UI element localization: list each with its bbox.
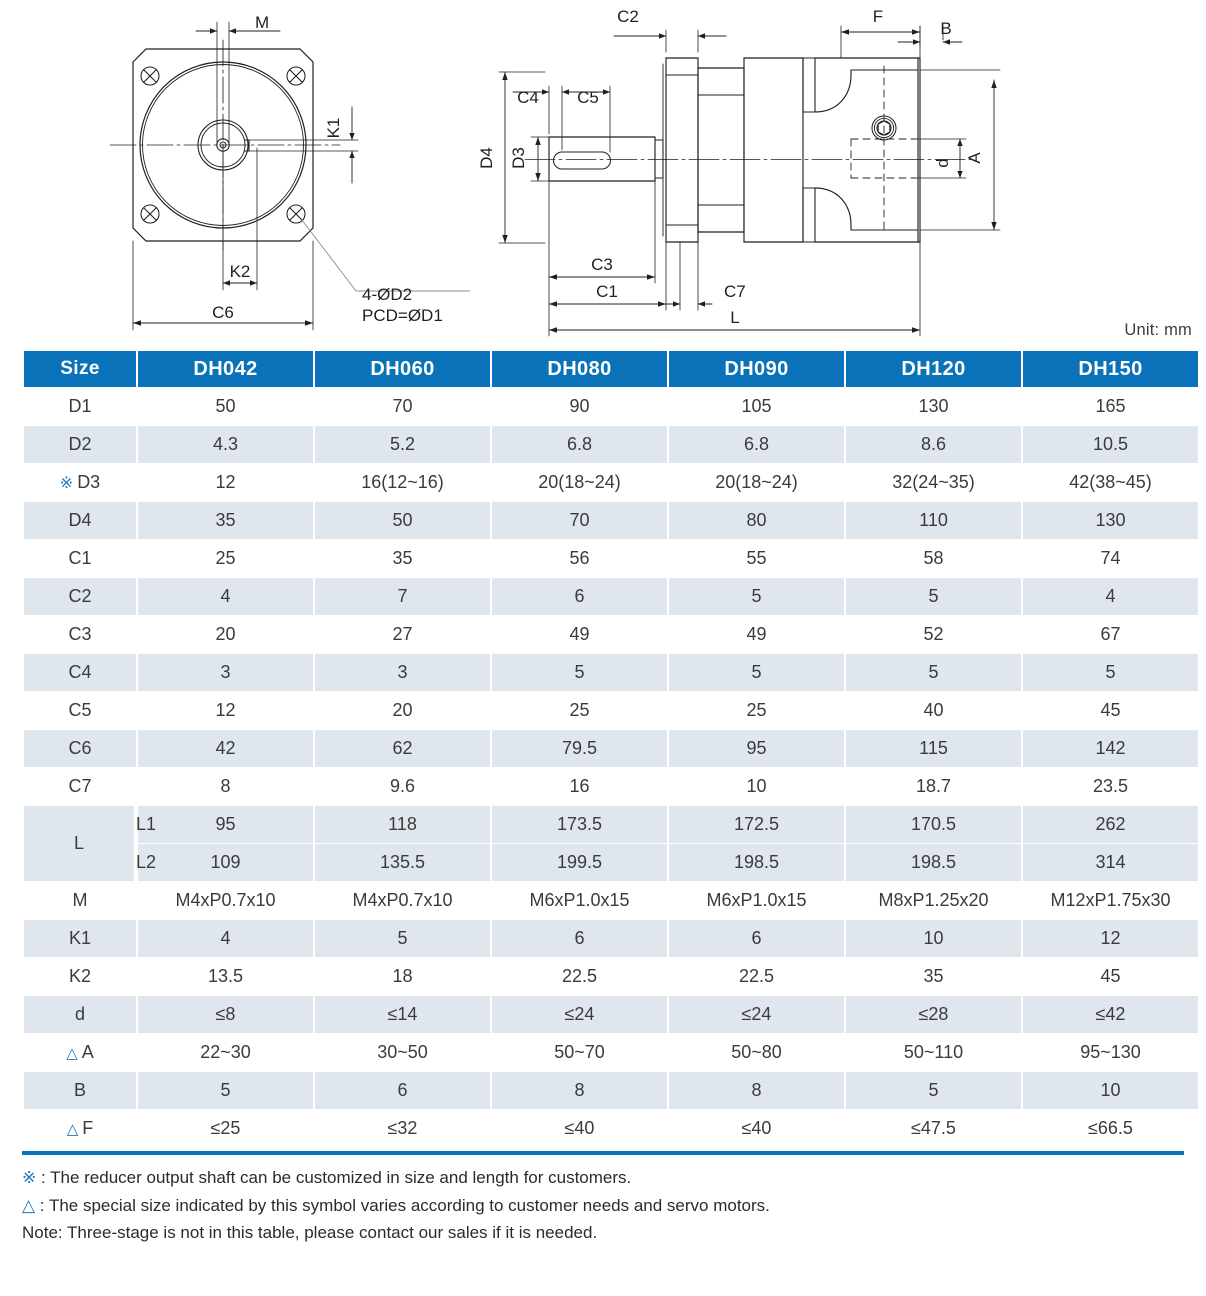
table-cell: 10: [669, 768, 844, 805]
table-cell: 22~30: [138, 1034, 313, 1071]
table-cell: 12: [1023, 920, 1198, 957]
table-cell: 118: [315, 806, 490, 843]
table-cell: ≤14: [315, 996, 490, 1033]
table-cell: 5: [1023, 654, 1198, 691]
table-cell: 8.6: [846, 426, 1021, 463]
table-row: [24, 388, 1198, 425]
table-cell: 74: [1023, 540, 1198, 577]
row-label-text: d: [74, 1004, 85, 1024]
table-cell: 20(18~24): [669, 464, 844, 501]
table-cell: 20: [138, 616, 313, 653]
dim-label-m: M: [255, 13, 270, 32]
table-cell: 12: [138, 692, 313, 729]
table-cell: M12xP1.75x30: [1023, 882, 1198, 919]
table-cell: 135.5: [315, 844, 490, 881]
footnote-asterisk-text: : The reducer output shaft can be customized in size and length for customers.: [36, 1168, 632, 1187]
column-header-dh120: DH120: [846, 351, 1021, 387]
footnote-triangle: [22, 1192, 1184, 1220]
table-cell: 4: [138, 920, 313, 957]
row-label-text: K1: [68, 928, 92, 948]
row-label-d3: [24, 464, 136, 501]
front-view-drawing: [110, 22, 470, 330]
table-cell: 22.5: [492, 958, 667, 995]
row-label-text: C5: [68, 700, 92, 720]
table-row: [24, 616, 1198, 653]
table-cell: 55: [669, 540, 844, 577]
row-label-f: [24, 1110, 136, 1147]
table-cell: 10: [846, 920, 1021, 957]
specification-table: [22, 350, 1200, 1148]
table-cell: 50: [138, 388, 313, 425]
table-cell: 3: [315, 654, 490, 691]
table-row: [24, 730, 1198, 767]
table-row: [24, 882, 1198, 919]
table-row: [24, 768, 1198, 805]
table-cell: 40: [846, 692, 1021, 729]
table-cell: 7: [315, 578, 490, 615]
row-label-text: D3: [77, 472, 101, 492]
dim-label-c3: C3: [591, 255, 613, 274]
row-label-k1: [24, 920, 136, 957]
table-cell: 198.5: [669, 844, 844, 881]
table-row: [24, 806, 1198, 843]
table-cell: 56: [492, 540, 667, 577]
table-cell: 42: [138, 730, 313, 767]
table-cell: 90: [492, 388, 667, 425]
specification-table-container: [22, 350, 1184, 1155]
table-cell: 115: [846, 730, 1021, 767]
row-mark-icon: ※: [59, 475, 74, 492]
dim-label-c2: C2: [617, 7, 639, 26]
table-cell: 42(38~45): [1023, 464, 1198, 501]
row-mark-icon: △: [66, 1121, 79, 1138]
table-cell: 3: [138, 654, 313, 691]
row-label-text: C1: [68, 548, 92, 568]
table-body: [24, 388, 1198, 1147]
table-cell: 314: [1023, 844, 1198, 881]
column-header-dh042: DH042: [138, 351, 313, 387]
table-cell: 95~130: [1023, 1034, 1198, 1071]
table-cell: 4.3: [138, 426, 313, 463]
table-row: [24, 578, 1198, 615]
table-cell: 10.5: [1023, 426, 1198, 463]
table-cell: 49: [492, 616, 667, 653]
table-cell: 25: [138, 540, 313, 577]
table-cell: 13.5: [138, 958, 313, 995]
row-label-text: C7: [68, 776, 92, 796]
table-row: [24, 464, 1198, 501]
table-cell: ≤32: [315, 1110, 490, 1147]
table-bottom-rule: [22, 1151, 1184, 1155]
row-label-text: A: [81, 1042, 94, 1062]
footnote-asterisk: [22, 1164, 1184, 1192]
row-label-text: L: [73, 833, 84, 853]
table-header-row: [24, 351, 1198, 387]
row-label-text: M: [72, 890, 88, 910]
table-cell: 95: [669, 730, 844, 767]
callout-bolt-holes-line1: 4-ØD2: [362, 285, 413, 304]
row-label-c3: [24, 616, 136, 653]
table-cell: 80: [669, 502, 844, 539]
column-header-dh060: DH060: [315, 351, 490, 387]
dim-label-d4: D4: [477, 147, 496, 169]
asterisk-symbol-icon: ※: [22, 1168, 37, 1187]
table-cell: 165: [1023, 388, 1198, 425]
row-label-text: C3: [68, 624, 92, 644]
row-label-c6: [24, 730, 136, 767]
table-cell: 49: [669, 616, 844, 653]
table-row: [24, 1034, 1198, 1071]
table-row: [24, 1110, 1198, 1147]
row-label-k2: [24, 958, 136, 995]
table-cell: 4: [1023, 578, 1198, 615]
table-cell: 5: [315, 920, 490, 957]
table-cell: 50~110: [846, 1034, 1021, 1071]
table-cell: 173.5: [492, 806, 667, 843]
table-cell: 8: [669, 1072, 844, 1109]
row-label-l: [24, 806, 134, 881]
table-cell: 9.6: [315, 768, 490, 805]
row-label-text: L2: [136, 852, 157, 872]
table-cell: 32(24~35): [846, 464, 1021, 501]
table-cell: 20: [315, 692, 490, 729]
table-cell: ≤28: [846, 996, 1021, 1033]
dim-label-d3: D3: [509, 147, 528, 169]
table-cell: ≤40: [669, 1110, 844, 1147]
table-cell: 105: [669, 388, 844, 425]
dim-label-c6: C6: [212, 303, 234, 322]
table-cell: M6xP1.0x15: [492, 882, 667, 919]
table-cell: 35: [315, 540, 490, 577]
row-label-text: C2: [68, 586, 92, 606]
table-cell: 6: [669, 920, 844, 957]
row-label-text: D4: [68, 510, 92, 530]
table-row: [24, 958, 1198, 995]
table-cell: 95: [138, 806, 313, 843]
table-cell: M4xP0.7x10: [138, 882, 313, 919]
dim-label-c7: C7: [724, 282, 746, 301]
table-cell: 35: [138, 502, 313, 539]
dim-label-k1: K1: [324, 117, 343, 139]
row-label-c5: [24, 692, 136, 729]
row-label-m: [24, 882, 136, 919]
table-cell: 6: [315, 1072, 490, 1109]
table-cell: 10: [1023, 1072, 1198, 1109]
footnote-note-text: Note: Three-stage is not in this table, please contact our sales if it is needed.: [22, 1223, 598, 1243]
table-row: [24, 692, 1198, 729]
dim-label-l: L: [730, 308, 740, 327]
table-cell: ≤66.5: [1023, 1110, 1198, 1147]
table-row: [24, 654, 1198, 691]
table-cell: 67: [1023, 616, 1198, 653]
table-cell: 70: [492, 502, 667, 539]
table-cell: 18.7: [846, 768, 1021, 805]
table-cell: 5: [846, 654, 1021, 691]
table-cell: 262: [1023, 806, 1198, 843]
table-row: [24, 502, 1198, 539]
table-cell: 5: [846, 578, 1021, 615]
table-cell: ≤25: [138, 1110, 313, 1147]
table-cell: 170.5: [846, 806, 1021, 843]
table-cell: 35: [846, 958, 1021, 995]
table-cell: 5: [669, 578, 844, 615]
table-cell: 16: [492, 768, 667, 805]
table-row: [24, 844, 1198, 881]
table-cell: 12: [138, 464, 313, 501]
column-header-dh150: DH150: [1023, 351, 1198, 387]
table-cell: 8: [492, 1072, 667, 1109]
dim-label-c4: C4: [517, 88, 539, 107]
table-cell: 79.5: [492, 730, 667, 767]
table-row: [24, 996, 1198, 1033]
row-mark-icon: △: [66, 1045, 78, 1062]
side-view-drawing: [499, 26, 1000, 336]
table-cell: 199.5: [492, 844, 667, 881]
table-cell: 25: [492, 692, 667, 729]
table-cell: 5.2: [315, 426, 490, 463]
table-cell: M6xP1.0x15: [669, 882, 844, 919]
table-cell: 52: [846, 616, 1021, 653]
dim-label-f: F: [872, 7, 884, 26]
drawing-canvas: [0, 0, 1206, 350]
table-cell: 109: [138, 844, 313, 881]
row-label-d1: [24, 388, 136, 425]
table-cell: 172.5: [669, 806, 844, 843]
table-cell: 130: [846, 388, 1021, 425]
table-cell: 8: [138, 768, 313, 805]
table-cell: ≤8: [138, 996, 313, 1033]
dim-label-b: B: [940, 19, 952, 38]
table-cell: 50: [315, 502, 490, 539]
row-label-text: B: [73, 1080, 86, 1100]
table-cell: 5: [669, 654, 844, 691]
column-header-size: Size: [24, 351, 136, 387]
table-cell: 22.5: [669, 958, 844, 995]
technical-drawings: [0, 0, 1206, 350]
footnotes: [22, 1164, 1184, 1247]
row-label-d: [24, 996, 136, 1033]
row-label-c7: [24, 768, 136, 805]
table-cell: 70: [315, 388, 490, 425]
table-cell: 50~70: [492, 1034, 667, 1071]
table-cell: 58: [846, 540, 1021, 577]
table-cell: 6: [492, 920, 667, 957]
row-label-c2: [24, 578, 136, 615]
table-cell: ≤40: [492, 1110, 667, 1147]
unit-note: Unit: mm: [1124, 321, 1192, 339]
row-label-text: C4: [68, 662, 92, 682]
row-label-text: C6: [68, 738, 92, 758]
table-cell: ≤24: [669, 996, 844, 1033]
table-cell: 110: [846, 502, 1021, 539]
table-cell: 20(18~24): [492, 464, 667, 501]
table-cell: 16(12~16): [315, 464, 490, 501]
column-header-dh090: DH090: [669, 351, 844, 387]
table-cell: 5: [846, 1072, 1021, 1109]
dim-label-d: d: [933, 158, 952, 168]
row-label-c4: [24, 654, 136, 691]
table-cell: 45: [1023, 692, 1198, 729]
row-label-b: [24, 1072, 136, 1109]
table-cell: ≤42: [1023, 996, 1198, 1033]
table-cell: 18: [315, 958, 490, 995]
row-label-d2: [24, 426, 136, 463]
table-cell: 25: [669, 692, 844, 729]
table-cell: M8xP1.25x20: [846, 882, 1021, 919]
table-cell: 23.5: [1023, 768, 1198, 805]
dim-label-k2: K2: [229, 262, 251, 281]
row-label-c1: [24, 540, 136, 577]
row-label-text: F: [82, 1118, 94, 1138]
table-cell: 30~50: [315, 1034, 490, 1071]
table-cell: 6.8: [492, 426, 667, 463]
table-cell: 5: [492, 654, 667, 691]
row-label-text: D1: [68, 396, 92, 416]
triangle-symbol-icon: △: [22, 1195, 36, 1215]
table-cell: 130: [1023, 502, 1198, 539]
row-label-a: [24, 1034, 136, 1071]
table-cell: 45: [1023, 958, 1198, 995]
table-cell: M4xP0.7x10: [315, 882, 490, 919]
table-cell: 5: [138, 1072, 313, 1109]
callout-bolt-holes-line2: PCD=ØD1: [362, 306, 443, 325]
table-cell: ≤24: [492, 996, 667, 1033]
table-row: [24, 1072, 1198, 1109]
table-row: [24, 426, 1198, 463]
table-cell: 62: [315, 730, 490, 767]
dim-label-c5: C5: [577, 88, 599, 107]
dim-label-a: A: [965, 152, 984, 164]
table-cell: 6.8: [669, 426, 844, 463]
table-cell: 6: [492, 578, 667, 615]
footnote-triangle-text: : The special size indicated by this symbol varies according to customer needs and servo motors.: [35, 1195, 770, 1215]
row-label-d4: [24, 502, 136, 539]
row-label-text: D2: [68, 434, 92, 454]
table-cell: 27: [315, 616, 490, 653]
table-row: [24, 920, 1198, 957]
table-cell: ≤47.5: [846, 1110, 1021, 1147]
table-cell: 198.5: [846, 844, 1021, 881]
table-row: [24, 540, 1198, 577]
table-cell: 4: [138, 578, 313, 615]
footnote-note: [22, 1219, 1184, 1247]
row-label-text: K2: [68, 966, 92, 986]
column-header-dh080: DH080: [492, 351, 667, 387]
dim-label-c1: C1: [596, 282, 618, 301]
table-cell: 50~80: [669, 1034, 844, 1071]
table-cell: 142: [1023, 730, 1198, 767]
row-label-text: L1: [136, 814, 157, 834]
